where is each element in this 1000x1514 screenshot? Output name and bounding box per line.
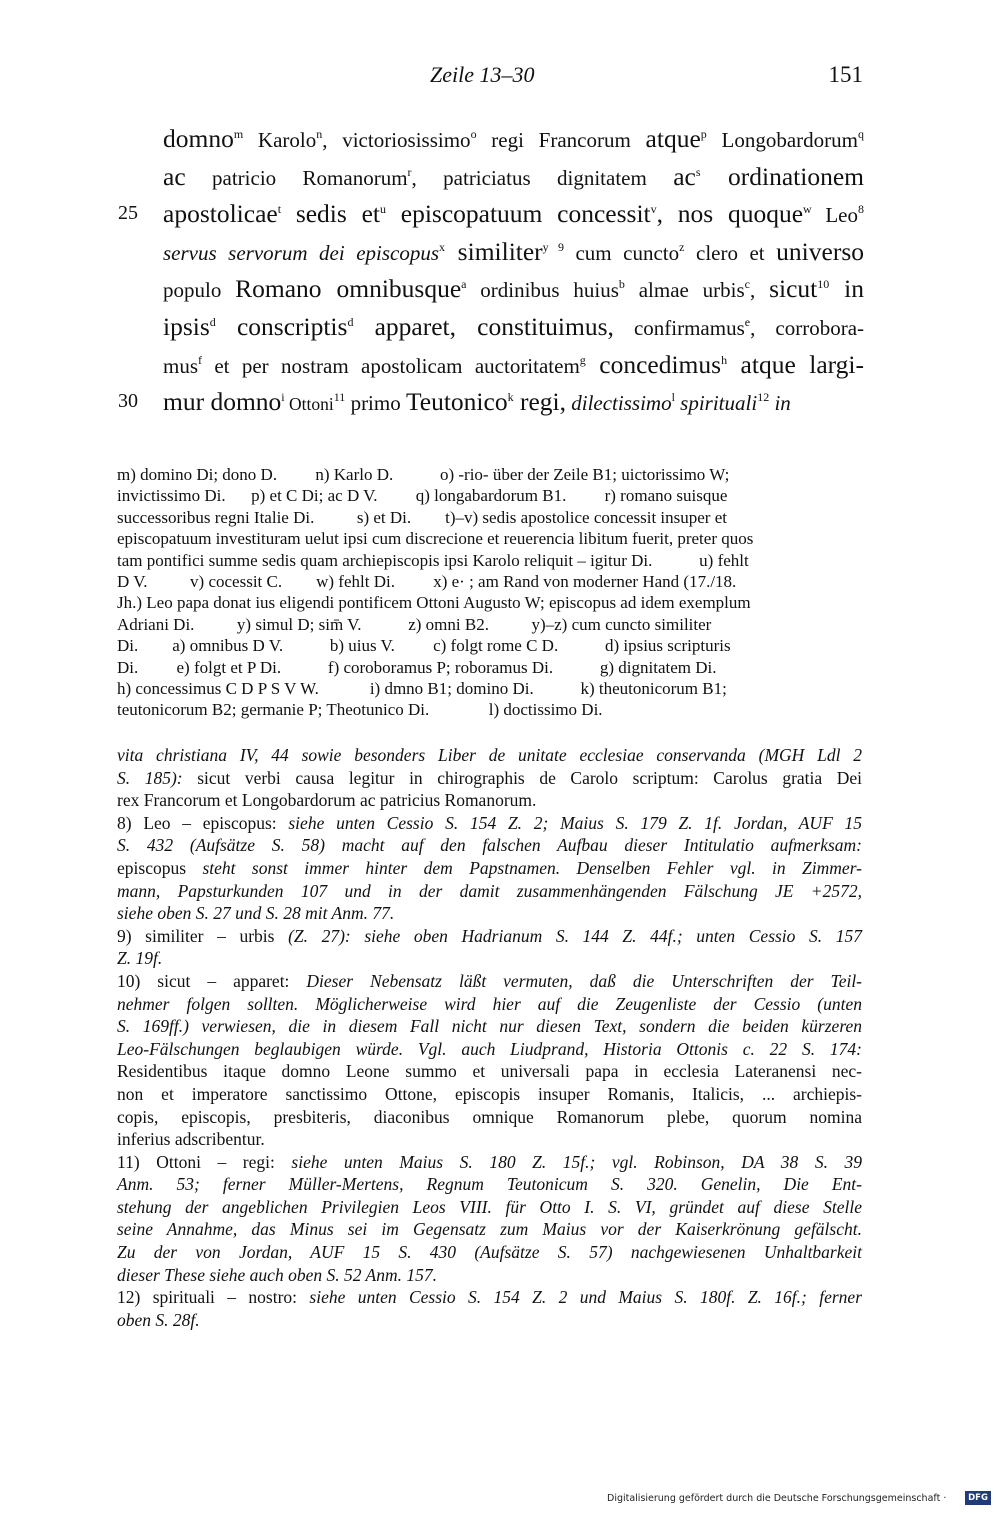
text-run: universo	[776, 236, 864, 266]
footnote-marker: g	[579, 352, 586, 367]
note-line	[117, 767, 862, 790]
text-run: rex Francorum et Longobardorum ac patricius Romanorum.	[117, 790, 537, 811]
apparatus-line: tam pontifici summe sedis quam archiepiscopis ipsi Karolo reliquit – igitur Di. u) fehlt	[117, 550, 749, 570]
text-run: clero et	[684, 240, 777, 265]
text-run: Dieser Nebensatz läßt vermuten, daß die Unterschriften der Teil-	[306, 970, 863, 991]
text-run: Anm. 53; ferner Müller-Mertens, Regnum Teutonicum S. 320. Genelin, Die Ent-	[117, 1174, 862, 1195]
text-run: episcopus	[117, 857, 203, 878]
text-run: confirmamus	[613, 315, 745, 340]
note-line	[117, 925, 862, 948]
footnote-marker: x	[439, 239, 446, 254]
text-run: nehmer folgen sollten. Möglicherweise wird hier auf die Zeugenliste der Cessio (unten	[117, 993, 862, 1014]
text-run: , corrobora-	[750, 315, 865, 340]
text-run: atque largi-	[727, 349, 865, 379]
text-run: 8) Leo – episcopus:	[117, 812, 289, 833]
text-run: ac	[163, 161, 186, 191]
text-run: stehung der angeblichen Privilegien Leos VIII. für Otto I. S. VI, gründet auf diese Stelle	[117, 1196, 862, 1217]
footnote-marker: 10	[817, 277, 830, 292]
text-run: patricio Romanorum	[185, 165, 408, 190]
page-number: 151	[828, 62, 863, 87]
text-run: spirituali	[674, 391, 758, 416]
text-run: Residentibus itaque domno Leone summo et universali papa in ecclesia Lateranensi nec-	[117, 1061, 862, 1082]
apparatus-line: D V. v) cocessit C. w) fehlt Di. x) e· ; am Rand von moderner Hand (17./18.	[117, 571, 737, 591]
footnote-marker: e	[744, 314, 751, 329]
running-head	[430, 62, 863, 96]
note-line	[117, 902, 862, 925]
text-run: sedis et	[281, 199, 380, 229]
text-run: episcopatuum concessit	[385, 199, 651, 229]
note-line	[117, 1128, 862, 1151]
text-line	[163, 233, 864, 271]
text-line	[118, 195, 864, 233]
text-run: S. 185):	[117, 767, 183, 788]
text-run: Leo-Fälschungen beglaubigen würde. Vgl. auch Liudprand, Historia Ottonis c. 22 S. 174:	[117, 1038, 862, 1059]
text-run: Leo	[811, 203, 858, 228]
text-run: 10) sicut – apparet:	[117, 970, 307, 991]
text-line	[163, 270, 864, 308]
footnote-marker: t	[277, 202, 282, 217]
note-line	[117, 1083, 862, 1106]
text-run: apostolicae	[163, 199, 278, 229]
text-run: almae urbis	[624, 278, 745, 303]
footnote-marker: p	[700, 127, 707, 141]
text-run: mur domno	[163, 387, 282, 417]
apparatus-line: m) domino Di; dono D. n) Karlo D. o) -rio- über der Zeile B1; uictorissimo W;	[117, 465, 730, 484]
footnote-marker: q	[857, 127, 864, 141]
text-run: ipsis	[163, 311, 210, 341]
footnote-marker: c	[744, 277, 750, 292]
note-line	[117, 1015, 862, 1038]
text-run: populo	[163, 278, 236, 303]
text-run: non et imperatore sanctissimo Ottone, episcopis insuper Romanis, Italicis, ... archiepis-	[117, 1083, 862, 1104]
text-run: steht sonst immer hinter dem Papstnamen. Denselben Fehler vgl. in Zimmer-	[202, 857, 862, 878]
footnote-marker: 12	[757, 390, 770, 405]
running-title: Zeile 13–30	[430, 62, 535, 87]
text-run: oben S. 28f.	[117, 1309, 200, 1330]
text-run: , patriciatus dignitatem	[411, 165, 674, 190]
text-run: dieser These siehe auch oben S. 52 Anm. 157.	[117, 1264, 437, 1285]
text-run: similiter	[445, 236, 543, 266]
text-run: sicut verbi causa legitur in chirographis de Carolo scriptum: Carolus gratia Dei	[182, 767, 863, 788]
text-run: , nos quoque	[656, 199, 804, 229]
text-run: mann, Papsturkunden 107 und in der damit zusammenhängenden Fälschung JE +2572,	[117, 880, 862, 901]
text-run: domno	[163, 124, 234, 153]
text-run: siehe unten Cessio S. 154 Z. 2; Maius S. 179 Z. 1f. Jordan, AUF 15	[288, 812, 862, 833]
footnote-marker: 11	[333, 390, 346, 405]
footnote-marker: b	[618, 277, 625, 292]
footnote-marker: l	[671, 390, 675, 405]
footnote-marker: z	[679, 239, 685, 254]
note-line	[117, 947, 862, 970]
note-line	[117, 1151, 862, 1174]
apparatus-line: Di. e) folgt et P Di. f) coroboramus P; roboramus Di. g) dignitatem Di.	[117, 657, 717, 677]
text-run: ,	[750, 278, 770, 303]
note-line	[117, 1173, 862, 1196]
text-run: servus servorum dei episcopus	[163, 240, 440, 265]
dfg-credit: Digitalisierung gefördert durch die Deutsche Forschungsgemeinschaft ·	[607, 1493, 947, 1504]
footnote-marker: h	[721, 352, 728, 367]
text-line	[163, 346, 864, 384]
apparatus-line: h) concessimus C D P S V W. i) dmno B1; domino Di. k) theutonicorum B1;	[117, 678, 727, 698]
footnote-marker: w	[803, 202, 812, 217]
text-run: regi,	[513, 387, 566, 417]
footnote-marker: o	[470, 127, 477, 141]
text-run: in	[829, 274, 864, 304]
text-run: 9) similiter – urbis	[117, 925, 289, 946]
text-run: S. 169ff.) verwiesen, die in diesem Fall nicht nur diesen Text, sondern die beiden kürzeren	[117, 1016, 862, 1037]
note-line	[117, 970, 862, 993]
apparatus-line: successoribus regni Italie Di. s) et Di. t)–v) sedis apostolice concessit insuper et	[117, 507, 727, 527]
text-run: S. 432 (Aufsätze S. 58) macht auf den falschen Aufbau dieser Intitulatio aufmerksam:	[117, 835, 862, 856]
text-run: Z. 19f.	[117, 948, 163, 969]
note-line	[117, 1218, 862, 1241]
text-line	[163, 158, 864, 196]
note-line	[117, 812, 862, 835]
text-line	[118, 383, 864, 421]
text-run: siehe oben S. 27 und S. 28 mit Anm. 77.	[117, 903, 395, 924]
critical-apparatus	[117, 464, 862, 721]
apparatus-line: invictissimo Di. p) et C Di; ac D V. q) longabardorum B1. r) romano suisque	[117, 486, 728, 506]
footnote-marker: y 9	[542, 239, 564, 254]
footnote-marker: s	[695, 164, 701, 179]
text-run: ordinibus huius	[466, 278, 619, 303]
note-line	[117, 1038, 862, 1061]
text-run: inferius adscribentur.	[117, 1129, 265, 1150]
text-run: cum cuncto	[563, 240, 680, 265]
footnote-marker: u	[379, 202, 386, 217]
note-line	[117, 1264, 862, 1287]
text-run: atque	[645, 124, 701, 153]
apparatus-line: episcopatuum investituram uelut ipsi cum discrecione et reuerencia libitum fuerit, preter quos	[117, 529, 754, 549]
footnote-marker: f	[198, 352, 203, 367]
text-run: copis, episcopis, presbiteris, diaconibus omnique Romanorum plebe, quorum nomina	[117, 1106, 862, 1127]
text-run: vita christiana IV, 44 sowie besonders Liber de unitate ecclesiae conservanda (MGH Ldl 2	[117, 745, 862, 765]
text-run: 11) Ottoni – regi:	[117, 1151, 292, 1172]
line-number: 30	[118, 390, 138, 413]
note-line	[117, 834, 862, 857]
text-run: ordinationem	[700, 161, 864, 191]
text-run: ac	[673, 161, 696, 191]
note-line	[117, 1241, 862, 1264]
text-run: Karolo	[243, 128, 317, 152]
footnote-marker: k	[507, 390, 514, 405]
note-line	[117, 1106, 862, 1129]
note-line	[117, 1196, 862, 1219]
text-run: dilectissimo	[566, 391, 672, 416]
text-run: Longobardorum	[706, 128, 858, 152]
footnote-marker: d	[209, 314, 216, 329]
text-line	[163, 120, 864, 158]
text-run: et per nostram apostolicam auctoritatem	[202, 353, 580, 378]
footnote-marker: v	[650, 202, 657, 217]
text-run: (Z. 27): siehe oben Hadrianum S. 144 Z. 44f.; unten Cessio S. 157	[288, 925, 862, 946]
text-run: Ottoni	[284, 394, 334, 415]
footnote-marker: i	[281, 390, 285, 405]
apparatus-line: Jh.) Leo papa donat ius eligendi pontificem Ottoni Augusto W; episcopus ad idem exemplum	[117, 593, 751, 613]
footnote-marker: 8	[858, 202, 864, 217]
apparatus-line: Adriani Di. y) simul D; sim̄ V. z) omni B2. y)–z) cum cuncto similiter	[117, 614, 712, 634]
footnote-marker: r	[407, 164, 412, 179]
note-line	[117, 789, 862, 812]
note-line	[117, 1309, 862, 1332]
text-run: Teutonico	[405, 387, 508, 417]
text-run: sicut	[769, 274, 818, 304]
line-number: 25	[118, 202, 138, 225]
text-run: concedimus	[585, 349, 722, 379]
footnote-marker: d	[347, 314, 354, 329]
note-line	[117, 857, 862, 880]
text-run: Zu der von Jordan, AUF 15 S. 430 (Aufsätze S. 57) nachgewiesenen Unhaltbarkeit	[117, 1242, 862, 1263]
text-run: conscriptis	[215, 311, 348, 341]
footnote-marker: m	[233, 127, 244, 141]
text-line	[163, 308, 864, 346]
text-run: Romano omnibusque	[235, 274, 462, 304]
note-line	[117, 880, 862, 903]
apparatus-line: teutonicorum B2; germanie P; Theotunico Di. l) doctissimo Di.	[117, 700, 603, 720]
text-run: siehe unten Maius S. 180 Z. 15f.; vgl. Robinson, DA 38 S. 39	[291, 1151, 862, 1172]
main-text	[118, 120, 865, 421]
apparatus-line: Di. a) omnibus D V. b) uius V. c) folgt rome C D. d) ipsius scripturis	[117, 636, 731, 656]
note-line	[117, 1286, 862, 1309]
footnote-marker: n	[316, 127, 323, 141]
text-run: apparet, constituimus,	[353, 311, 614, 341]
note-line	[117, 744, 862, 767]
text-run: seine Annahme, das Minus sei im Gegensatz zum Maius vor der Kaiserkrönung gefälscht.	[117, 1219, 862, 1240]
text-run: regi Francorum	[476, 128, 646, 152]
text-run: , victoriosissimo	[322, 128, 471, 152]
text-run: in	[769, 391, 791, 416]
text-run: primo	[345, 391, 406, 416]
text-run: mus	[163, 353, 199, 378]
note-line	[117, 993, 862, 1016]
text-run: siehe unten Cessio S. 154 Z. 2 und Maius S. 180f. Z. 16f.; ferner	[309, 1287, 862, 1308]
note-line	[117, 1060, 862, 1083]
dfg-logo: DFG	[965, 1491, 991, 1505]
commentary-notes	[117, 744, 862, 1331]
text-run: 12) spirituali – nostro:	[117, 1287, 310, 1308]
footnote-marker: a	[461, 277, 467, 292]
